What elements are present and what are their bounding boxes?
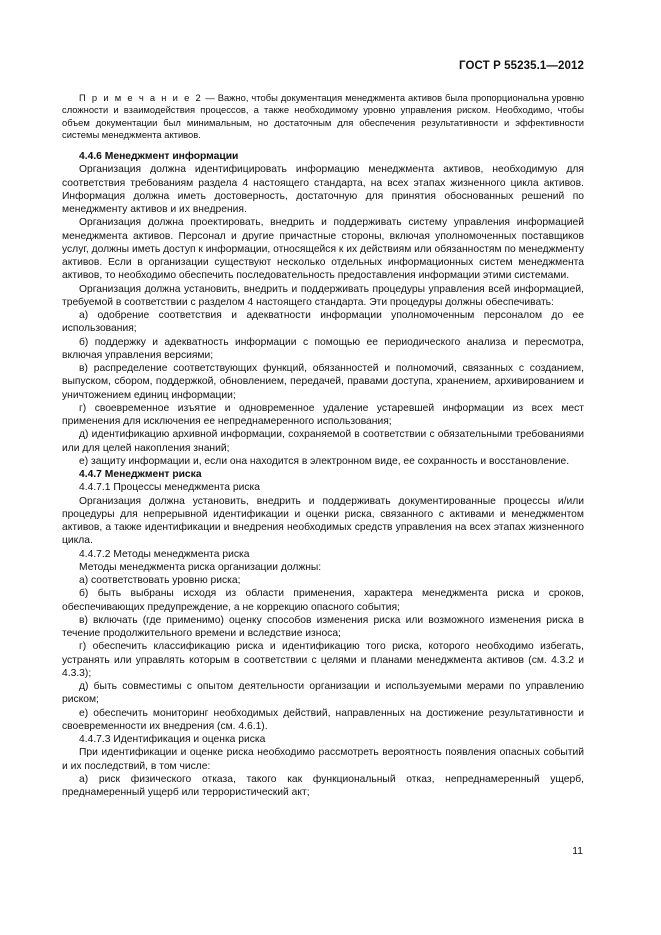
section-heading: 4.4.7 Менеджмент риска <box>79 469 202 481</box>
standard-header: ГОСТ Р 55235.1—2012 <box>459 60 584 72</box>
list-item: г) своевременное изъятие и одновременное удаление устаревшей информации из всех мест применения для исключения ее непреднамеренного использования; <box>62 402 584 428</box>
paragraph: Организация должна установить, внедрить и поддерживать документированные процессы и/или процедуры для непрерывной идентификации и оценки риска, связанного с активами и менеджментом активов, а также идентификации и внедрения необходимых средств управления на всех этапах жизненного цикла. <box>62 495 584 547</box>
paragraph: Организация должна идентифицировать информацию менеджмента активов, необходимую для соответствия требованиям раздела 4 настоящего стандарта, на всех этапах жизненного цикла активов. Информация должна иметь достоверность, достаточную для принятия обоснованных решений по менеджменту активов и их внедрения. <box>62 164 584 216</box>
subsection-heading: 4.4.7.3 Идентификация и оценка риска <box>79 734 266 746</box>
document-body <box>62 92 584 799</box>
list-item: б) быть выбраны исходя из области применения, характера менеджмента риска и сроков, обеспечивающих предупреждение, а не коррекцию опасного события; <box>62 588 584 613</box>
subsection-heading: 4.4.7.1 Процессы менеджмента риска <box>79 482 260 494</box>
note-text: — Важно, чтобы документация менеджмента активов была пропорциональна уровню сложности и взаимодействия процессов, а также необходимому уровню управления риском. Необходимо, чтобы объем документации был минимальным, но достаточным для обеспечения результативности и эффективности системы менеджмента активов. <box>62 92 584 140</box>
paragraph: Методы менеджмента риска организации должны: <box>79 561 322 573</box>
paragraph: Организация должна установить, внедрить и поддерживать процедуры управления всей информацией, требуемой в соответствии с разделом 4 настоящего стандарта. Эти процедуры должны обеспечивать: <box>62 283 584 308</box>
list-item: д) идентификацию архивной информации, сохраняемой в соответствии с обязательными требованиями или для целей накопления знаний; <box>62 429 584 454</box>
list-item: д) быть совместимы с опытом деятельности организации и используемыми мерами по управлению риском; <box>62 681 584 706</box>
list-item: а) соответствовать уровню риска; <box>79 575 241 587</box>
note-label: П р и м е ч а н и е 2 <box>79 92 203 103</box>
list-item: б) поддержку и адекватность информации с помощью ее периодического анализа и пересмотра, включая управления версиями; <box>62 336 584 361</box>
paragraph: Организация должна проектировать, внедрить и поддерживать систему управления информацией менеджмента активов. Персонал и другие причастные стороны, включая уполномоченных поставщиков услуг, должны иметь доступ к информации, относящейся к их действиям или обязанностям по менеджменту активов. Если в организации существуют несколько отдельных информационных систем менеджмента активов, то необходимо обеспечить последовательность предоставления информации этими системами. <box>62 217 584 282</box>
page-number: 11 <box>572 846 583 857</box>
note-2 <box>62 92 584 141</box>
list-item: в) включать (где применимо) оценку способов изменения риска или возможного изменения риска в течение продолжительного времени и вследствие износа; <box>62 614 584 640</box>
list-item: в) распределение соответствующих функций, обязанностей и полномочий, связанных с созданием, выпуском, сбором, поддержкой, обновлением, передачей, правами доступа, хранением, архивированием и уничтожением единиц информации; <box>62 363 584 401</box>
list-item: е) обеспечить мониторинг необходимых действий, направленных на достижение результативности и своевременности их внедрения (см. 4.6.1). <box>62 707 584 732</box>
paragraph: При идентификации и оценке риска необходимо рассмотреть вероятность появления опасных событий и их последствий, в том числе: <box>62 747 584 772</box>
list-item: а) одобрение соответствия и адекватности информации уполномоченным персоналом до ее использования; <box>62 310 584 335</box>
subsection-heading: 4.4.7.2 Методы менеджмента риска <box>79 548 250 560</box>
list-item: е) защиту информации и, если она находится в электронном виде, ее сохранность и восстановление. <box>79 455 570 467</box>
list-item: г) обеспечить классификацию риска и идентификацию того риска, которого необходимо избегать, устранять или управлять которым в соответствии с целями и планами менеджмента активов (см. 4.3.2 и 4.3.3); <box>62 641 584 679</box>
section-heading: 4.4.6 Менеджмент информации <box>79 151 239 163</box>
list-item: а) риск физического отказа, такого как функциональный отказ, непреднамеренный ущерб, преднамеренный ущерб или террористический акт; <box>62 773 584 799</box>
